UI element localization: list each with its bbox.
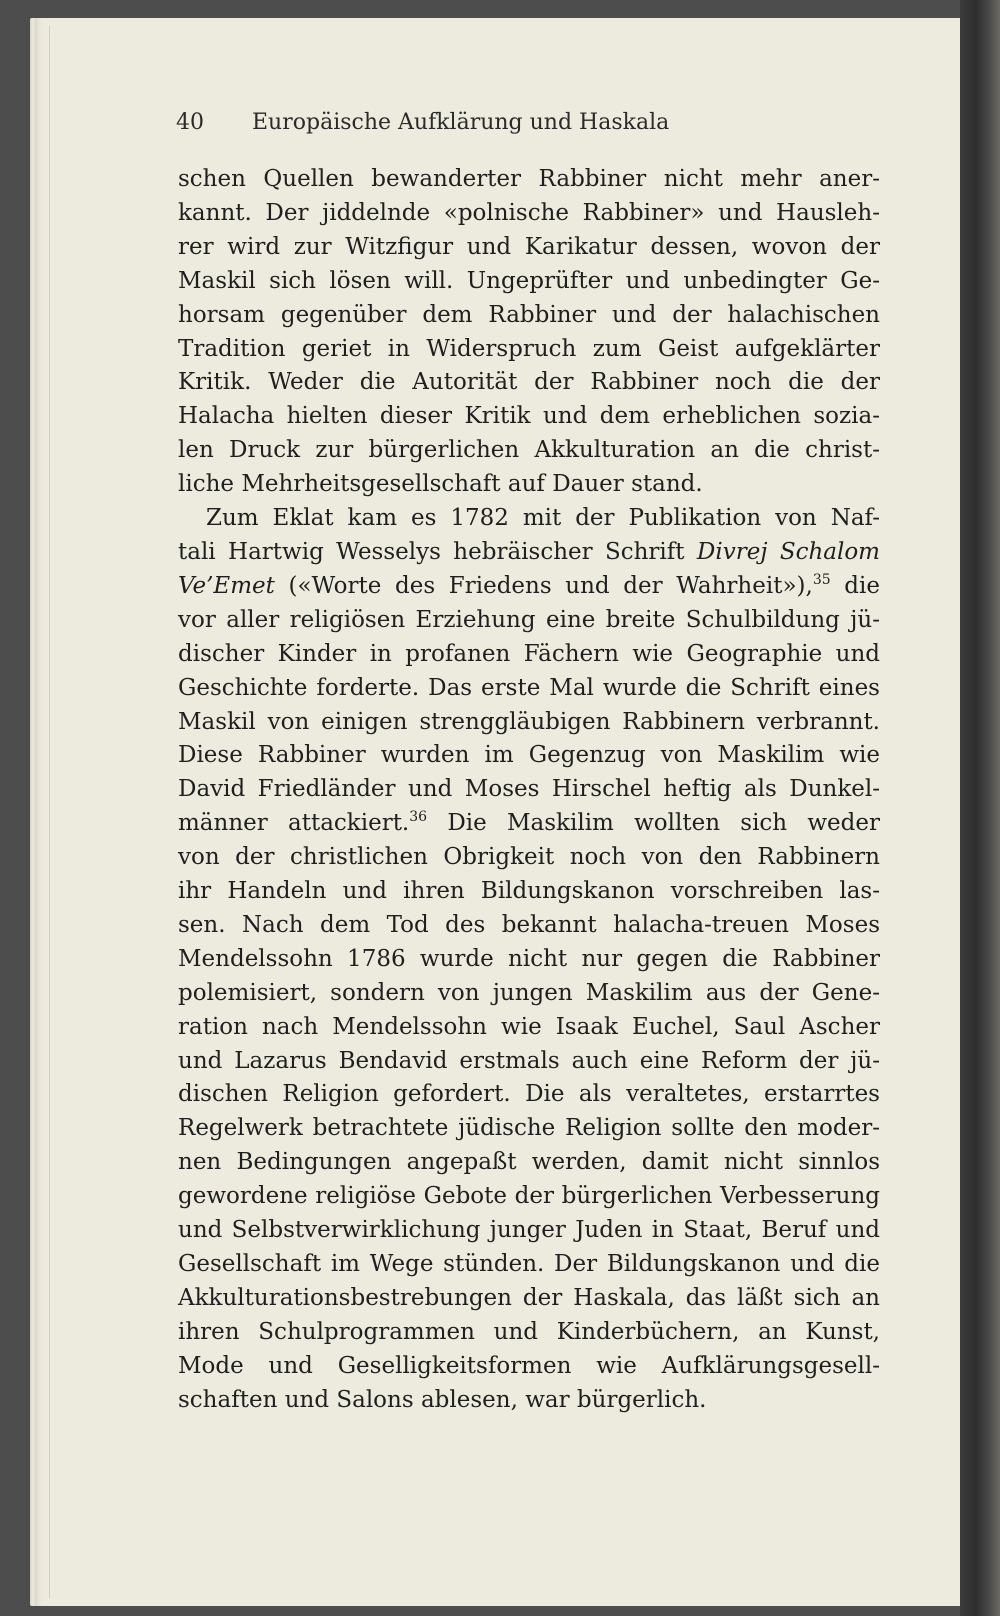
text-line: von der christlichen Obrigkeit noch von den Rabbinern [178,844,880,871]
text-run: Die Maskilim wollten sich weder [427,810,880,837]
text-line: Regelwerk betrachtete jüdische Religion sollte den moder- [178,1115,880,1142]
text-run: die [830,572,880,599]
text-line: ihr Handeln und ihren Bildungskanon vorschreiben las- [178,878,880,905]
text-line: polemisiert, sondern von jungen Maskilim aus der Gene- [178,979,880,1006]
text-line: dischen Religion gefordert. Die als veraltetes, erstarrtes [178,1081,880,1108]
book-title-italic: Divrej Schalom [696,538,880,565]
text-line: Gesellschaft im Wege stünden. Der Bildungskanon und die [178,1251,880,1277]
footnote-marker: 35 [812,571,831,588]
running-head-title: Europäische Aufklärung und Haskala [252,110,670,135]
text-line: horsam gegenüber dem Rabbiner und der halachischen [178,301,880,328]
text-line: gewordene religiöse Gebote der bürgerlichen Verbesserung [178,1183,880,1210]
footnote-marker: 36 [409,809,428,826]
text-line: kannt. Der jiddelnde «polnische Rabbiner» und Hausleh- [178,199,880,226]
text-line: Maskil sich lösen will. Ungeprüfter und unbedingter Ge- [178,267,880,294]
text-line: Kritik. Weder die Autorität der Rabbiner noch die der [178,369,880,396]
body-text [178,163,880,1418]
text-line: liche Mehrheitsgesellschaft auf Dauer stand. [178,471,703,498]
book-title-italic: Ve’Emet [178,572,275,599]
text-line: Mode und Geselligkeitsformen wie Aufklärungsgesell- [178,1352,880,1379]
text-line: Zum Eklat kam es 1782 mit der Publikation von Naf- [206,505,880,532]
text-line: len Druck zur bürgerlichen Akkulturation an die christ- [178,437,880,464]
text-line: Akkulturationsbestrebungen der Haskala, das läßt sich an [178,1284,880,1311]
text-line: discher Kinder in profanen Fächern wie Geographie und [178,640,880,667]
text-line [178,536,880,570]
text-line: Mendelssohn 1786 wurde nicht nur gegen die Rabbiner [178,945,880,972]
text-line: schaften und Salons ablesen, war bürgerlich. [178,1386,707,1413]
text-line: vor aller religiösen Erziehung eine breite Schulbildung jü- [178,606,880,633]
text-run: («Worte des Friedens und der Wahrheit»), [274,572,813,599]
text-line: und Selbstverwirklichung junger Juden in Staat, Beruf und [178,1217,880,1244]
text-line: rer wird zur Witzfigur und Karikatur dessen, wovon der [178,233,880,260]
text-line: David Friedländer und Moses Hirschel heftig als Dunkel- [178,776,880,803]
text-run: männer attackiert. [178,810,410,837]
text-line: Maskil von einigen strenggläubigen Rabbinern verbrannt. [178,708,880,735]
text-line: Tradition geriet in Widerspruch zum Geist aufgeklärter [178,335,880,362]
text-line [178,807,880,841]
paragraph-2 [178,502,880,1417]
text-line: nen Bedingungen angepaßt werden, damit nicht sinnlos [178,1149,880,1176]
text-line: und Lazarus Bendavid erstmals auch eine Reform der jü- [178,1047,880,1074]
text-line: schen Quellen bewanderter Rabbiner nicht mehr aner- [178,166,880,192]
text-line [178,570,880,604]
text-run: tali Hartwig Wesselys hebräischer Schrift [178,538,697,565]
text-line: Geschichte forderte. Das erste Mal wurde die Schrift eines [178,674,880,701]
paragraph-1 [178,163,880,502]
running-head [176,110,669,135]
text-line: sen. Nach dem Tod des bekannt halacha-treuen Moses [178,911,880,938]
page-number: 40 [176,110,204,135]
text-line: Halacha hielten dieser Kritik und dem erheblichen sozia- [178,403,880,430]
book-spine [960,0,1000,1616]
text-line: ihren Schulprogrammen und Kinderbüchern, an Kunst, [178,1318,880,1345]
text-line: Diese Rabbiner wurden im Gegenzug von Maskilim wie [178,742,880,769]
text-line: ration nach Mendelssohn wie Isaak Euchel, Saul Ascher [178,1013,880,1040]
